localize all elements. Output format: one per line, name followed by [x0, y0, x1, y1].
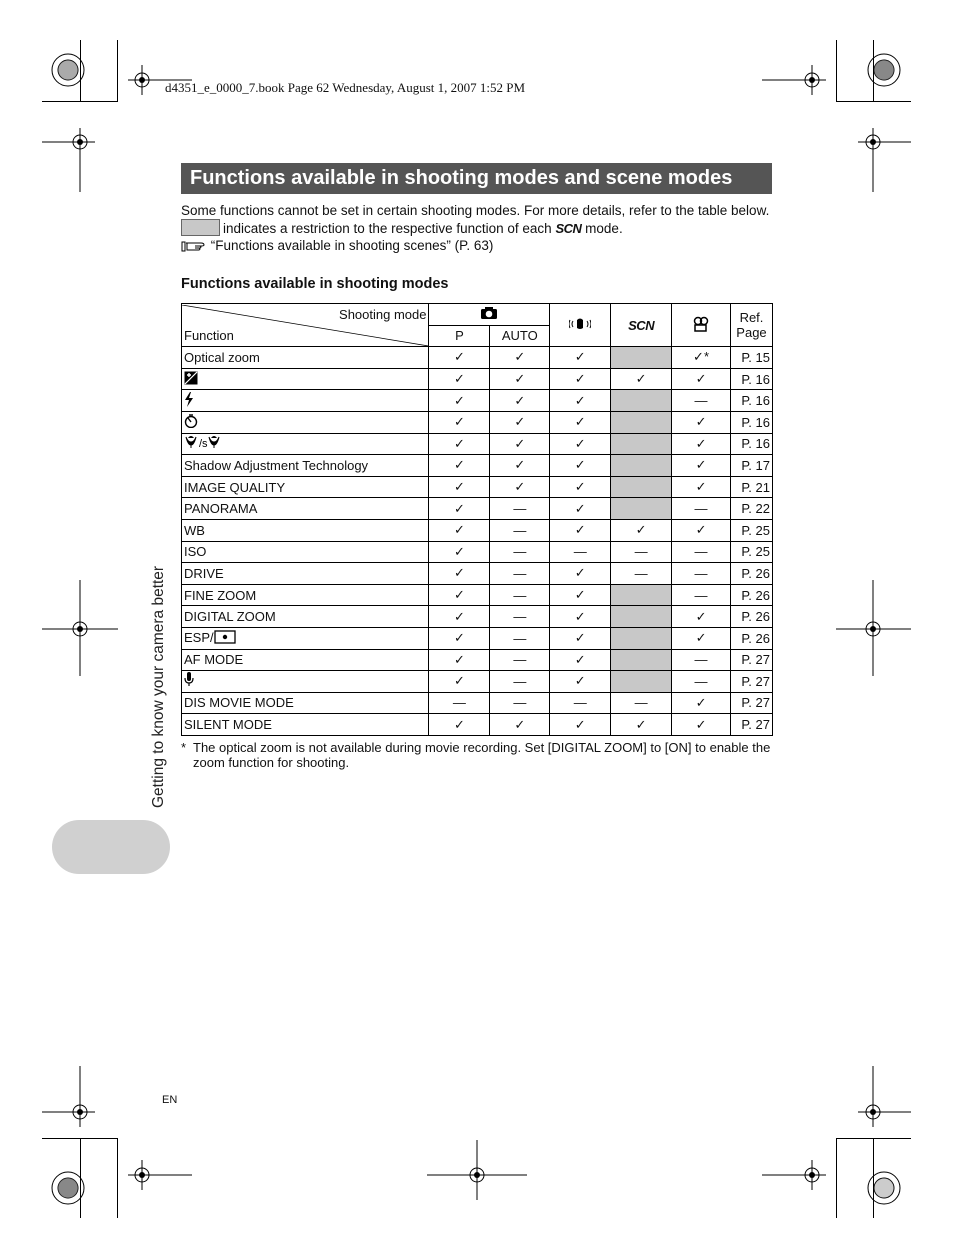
header-p: P — [429, 325, 490, 347]
table-row — [182, 498, 773, 520]
function-name-cell — [182, 541, 429, 563]
table-row — [182, 541, 773, 563]
table-row — [182, 476, 773, 498]
function-name-cell — [182, 649, 429, 671]
pointing-hand-icon — [181, 239, 207, 252]
exposure-compensation-icon — [184, 371, 198, 388]
intro-line: Some functions cannot be set in certain shooting modes. For more details, refer to the table below. — [181, 203, 770, 218]
mode-auto-cell: ✓ — [490, 455, 550, 477]
ref-page-cell: P. 26 — [730, 563, 772, 585]
mode-scn-cell — [611, 455, 672, 477]
ref-page-cell: P. 21 — [730, 476, 772, 498]
mode-auto-cell: — — [490, 606, 550, 628]
mode-auto-cell: — — [490, 519, 550, 541]
table-row — [182, 606, 773, 628]
ref-page-cell: P. 27 — [730, 671, 772, 693]
movie-icon — [692, 316, 710, 332]
mode-scn-cell — [611, 584, 672, 606]
table-row — [182, 519, 773, 541]
mode-scn-cell — [611, 671, 672, 693]
mode-p-cell: ✓ — [429, 390, 490, 412]
footnote — [181, 740, 773, 770]
mode-p-cell: ✓ — [429, 433, 490, 455]
restriction-line — [181, 219, 773, 237]
reference-text: “Functions available in shooting scenes” (P. 63) — [210, 238, 494, 253]
header-shooting-mode: Shooting mode — [339, 306, 427, 322]
mode-auto-cell: — — [490, 563, 550, 585]
table-row — [182, 692, 773, 714]
mode-p-cell: ✓ — [429, 627, 490, 649]
function-name-cell — [182, 476, 429, 498]
function-name-cell — [182, 519, 429, 541]
mode-scn-cell — [611, 476, 672, 498]
mode-scn-cell: — — [611, 541, 672, 563]
table-row — [182, 563, 773, 585]
table-row — [182, 390, 773, 412]
mode-auto-cell: ✓ — [490, 390, 550, 412]
mode-auto-cell: — — [490, 541, 550, 563]
scn-header-icon: SCN — [628, 317, 655, 333]
mode-movie-cell: — — [672, 649, 731, 671]
mode-dis-cell: ✓ — [550, 519, 611, 541]
gray-swatch — [181, 219, 220, 236]
side-chapter-label: Getting to know your camera better — [150, 565, 167, 808]
function-name: Shadow Adjustment Technology — [184, 457, 369, 473]
function-name-cell — [182, 498, 429, 520]
mode-p-cell: ✓ — [429, 584, 490, 606]
mode-dis-cell: ✓ — [550, 347, 611, 369]
mode-dis-cell: ✓ — [550, 649, 611, 671]
function-name-cell — [182, 433, 429, 455]
macro-supermacro-icon — [184, 435, 224, 452]
mode-movie-cell: — — [672, 584, 731, 606]
function-name: ESP/ — [184, 629, 214, 645]
ref-header-line2: Page — [736, 325, 767, 341]
mode-dis-cell: ✓ — [550, 411, 611, 433]
function-name-cell — [182, 606, 429, 628]
header-camera-mode — [429, 304, 550, 326]
function-name: DIGITAL ZOOM — [184, 609, 276, 625]
mode-dis-cell: ✓ — [550, 584, 611, 606]
table-row — [182, 347, 773, 369]
table-row — [182, 368, 773, 390]
mode-auto-cell: — — [490, 498, 550, 520]
mode-movie-cell: ✓ — [672, 476, 731, 498]
mode-movie-cell: ✓ — [672, 627, 731, 649]
mode-p-cell: ✓ — [429, 519, 490, 541]
function-name: DIS MOVIE MODE — [184, 695, 294, 711]
mode-p-cell: ✓ — [429, 714, 490, 736]
function-name: Optical zoom — [184, 349, 260, 365]
mode-movie-cell: — — [672, 541, 731, 563]
function-name: FINE ZOOM — [184, 587, 257, 603]
mode-auto-cell: ✓ — [490, 433, 550, 455]
function-name-cell — [182, 714, 429, 736]
mode-auto-cell: — — [490, 584, 550, 606]
ref-page-cell: P. 27 — [730, 714, 772, 736]
mode-auto-cell: ✓ — [490, 411, 550, 433]
mode-auto-cell: ✓ — [490, 347, 550, 369]
function-name: IMAGE QUALITY — [184, 479, 286, 495]
mode-scn-cell: — — [611, 692, 672, 714]
camera-icon — [480, 306, 498, 320]
mode-auto-cell: — — [490, 671, 550, 693]
mode-movie-cell: ✓* — [672, 347, 731, 369]
function-name-cell — [182, 347, 429, 369]
functions-table — [181, 303, 773, 736]
mode-scn-cell — [611, 347, 672, 369]
mode-dis-cell: — — [550, 692, 611, 714]
restriction-text: indicates a restriction to the respective function of each — [223, 221, 552, 236]
table-row — [182, 714, 773, 736]
mode-dis-cell: ✓ — [550, 563, 611, 585]
mode-movie-cell: ✓ — [672, 411, 731, 433]
ref-page-cell: P. 25 — [730, 541, 772, 563]
function-name-cell — [182, 390, 429, 412]
flash-icon — [184, 392, 194, 410]
reference-line — [181, 237, 773, 254]
mode-dis-cell: ✓ — [550, 390, 611, 412]
mode-scn-cell — [611, 433, 672, 455]
mode-auto-cell: — — [490, 627, 550, 649]
header-function: Function — [184, 327, 234, 343]
mode-scn-cell: ✓ — [611, 714, 672, 736]
mode-dis-cell: ✓ — [550, 627, 611, 649]
mode-p-cell: ✓ — [429, 455, 490, 477]
mode-p-cell: ✓ — [429, 347, 490, 369]
mode-movie-cell: ✓ — [672, 455, 731, 477]
mode-scn-cell — [611, 498, 672, 520]
mode-movie-cell: — — [672, 390, 731, 412]
function-name: SILENT MODE — [184, 717, 272, 733]
function-name: DRIVE — [184, 565, 224, 581]
function-name: WB — [184, 522, 205, 538]
header-dis-mode — [550, 304, 611, 347]
ref-header-line1: Ref. — [739, 310, 764, 326]
ref-page-cell: P. 16 — [730, 368, 772, 390]
mode-movie-cell: ✓ — [672, 519, 731, 541]
page-title: Functions available in shooting modes and scene modes — [181, 163, 772, 194]
mode-movie-cell: — — [672, 563, 731, 585]
function-name-cell — [182, 563, 429, 585]
digital-image-stabilization-icon — [569, 317, 591, 331]
ref-page-cell: P. 17 — [730, 455, 772, 477]
footnote-text: The optical zoom is not available during movie recording. Set [DIGITAL ZOOM] to [ON] to enable the zoom function for shooting. — [193, 740, 771, 770]
mode-p-cell: ✓ — [429, 368, 490, 390]
table-row — [182, 433, 773, 455]
function-name-cell — [182, 455, 429, 477]
mode-scn-cell: — — [611, 563, 672, 585]
mode-scn-cell — [611, 649, 672, 671]
header-auto: AUTO — [490, 325, 550, 347]
language-code: EN — [162, 1094, 178, 1106]
mode-scn-cell — [611, 606, 672, 628]
microphone-icon — [184, 672, 194, 690]
ref-page-cell: P. 15 — [730, 347, 772, 369]
intro-text — [181, 202, 773, 254]
print-info: d4351_e_0000_7.book Page 62 Wednesday, August 1, 2007 1:52 PM — [165, 80, 526, 95]
mode-movie-cell: ✓ — [672, 692, 731, 714]
mode-p-cell: ✓ — [429, 541, 490, 563]
mode-p-cell: ✓ — [429, 649, 490, 671]
mode-movie-cell: — — [672, 498, 731, 520]
mode-p-cell: ✓ — [429, 671, 490, 693]
mode-scn-cell: ✓ — [611, 519, 672, 541]
table-body — [182, 347, 773, 736]
mode-dis-cell: ✓ — [550, 476, 611, 498]
ref-page-cell: P. 26 — [730, 584, 772, 606]
mode-auto-cell: ✓ — [490, 476, 550, 498]
mode-p-cell: ✓ — [429, 563, 490, 585]
mode-auto-cell: ✓ — [490, 368, 550, 390]
function-name: PANORAMA — [184, 501, 258, 517]
ref-page-cell: P. 16 — [730, 411, 772, 433]
mode-dis-cell: ✓ — [550, 368, 611, 390]
function-name: AF MODE — [184, 652, 244, 668]
spot-metering-icon — [214, 630, 236, 647]
scn-icon: SCN — [555, 221, 582, 236]
mode-p-cell: ✓ — [429, 498, 490, 520]
table-row — [182, 671, 773, 693]
mode-scn-cell — [611, 390, 672, 412]
function-name-cell — [182, 411, 429, 433]
header-scn-mode — [611, 304, 672, 347]
ref-page-cell: P. 26 — [730, 627, 772, 649]
table-row — [182, 649, 773, 671]
mode-movie-cell: — — [672, 671, 731, 693]
mode-p-cell: — — [429, 692, 490, 714]
function-name-cell — [182, 692, 429, 714]
svg-text:/s: /s — [199, 438, 208, 450]
mode-p-cell: ✓ — [429, 606, 490, 628]
self-timer-icon — [184, 414, 198, 431]
ref-page-cell: P. 25 — [730, 519, 772, 541]
mode-scn-cell — [611, 627, 672, 649]
footnote-mark: * — [181, 740, 187, 755]
ref-page-cell: P. 27 — [730, 649, 772, 671]
table-row — [182, 455, 773, 477]
table-row — [182, 584, 773, 606]
mode-dis-cell: ✓ — [550, 433, 611, 455]
mode-movie-cell: ✓ — [672, 606, 731, 628]
mode-word: mode. — [585, 221, 623, 236]
mode-auto-cell: — — [490, 692, 550, 714]
section-subheading: Functions available in shooting modes — [181, 276, 449, 292]
header-ref-page — [730, 304, 772, 347]
function-name-cell — [182, 368, 429, 390]
mode-movie-cell: ✓ — [672, 433, 731, 455]
ref-page-cell: P. 16 — [730, 390, 772, 412]
mode-p-cell: ✓ — [429, 476, 490, 498]
mode-movie-cell: ✓ — [672, 368, 731, 390]
mode-p-cell: ✓ — [429, 411, 490, 433]
mode-dis-cell: — — [550, 541, 611, 563]
mode-dis-cell: ✓ — [550, 455, 611, 477]
ref-page-cell: P. 27 — [730, 692, 772, 714]
mode-dis-cell: ✓ — [550, 714, 611, 736]
mode-dis-cell: ✓ — [550, 606, 611, 628]
table-row — [182, 411, 773, 433]
mode-dis-cell: ✓ — [550, 671, 611, 693]
ref-page-cell: P. 26 — [730, 606, 772, 628]
header-movie-mode — [672, 304, 731, 347]
mode-auto-cell: ✓ — [490, 714, 550, 736]
function-name-cell — [182, 627, 429, 649]
header-function-cell — [182, 304, 429, 347]
ref-page-cell: P. 22 — [730, 498, 772, 520]
table-row — [182, 627, 773, 649]
chapter-tab — [52, 820, 170, 874]
mode-dis-cell: ✓ — [550, 498, 611, 520]
mode-auto-cell: — — [490, 649, 550, 671]
mode-scn-cell — [611, 411, 672, 433]
ref-page-cell: P. 16 — [730, 433, 772, 455]
function-name: ISO — [184, 544, 207, 560]
mode-scn-cell: ✓ — [611, 368, 672, 390]
mode-movie-cell: ✓ — [672, 714, 731, 736]
function-name-cell — [182, 671, 429, 693]
function-name-cell — [182, 584, 429, 606]
